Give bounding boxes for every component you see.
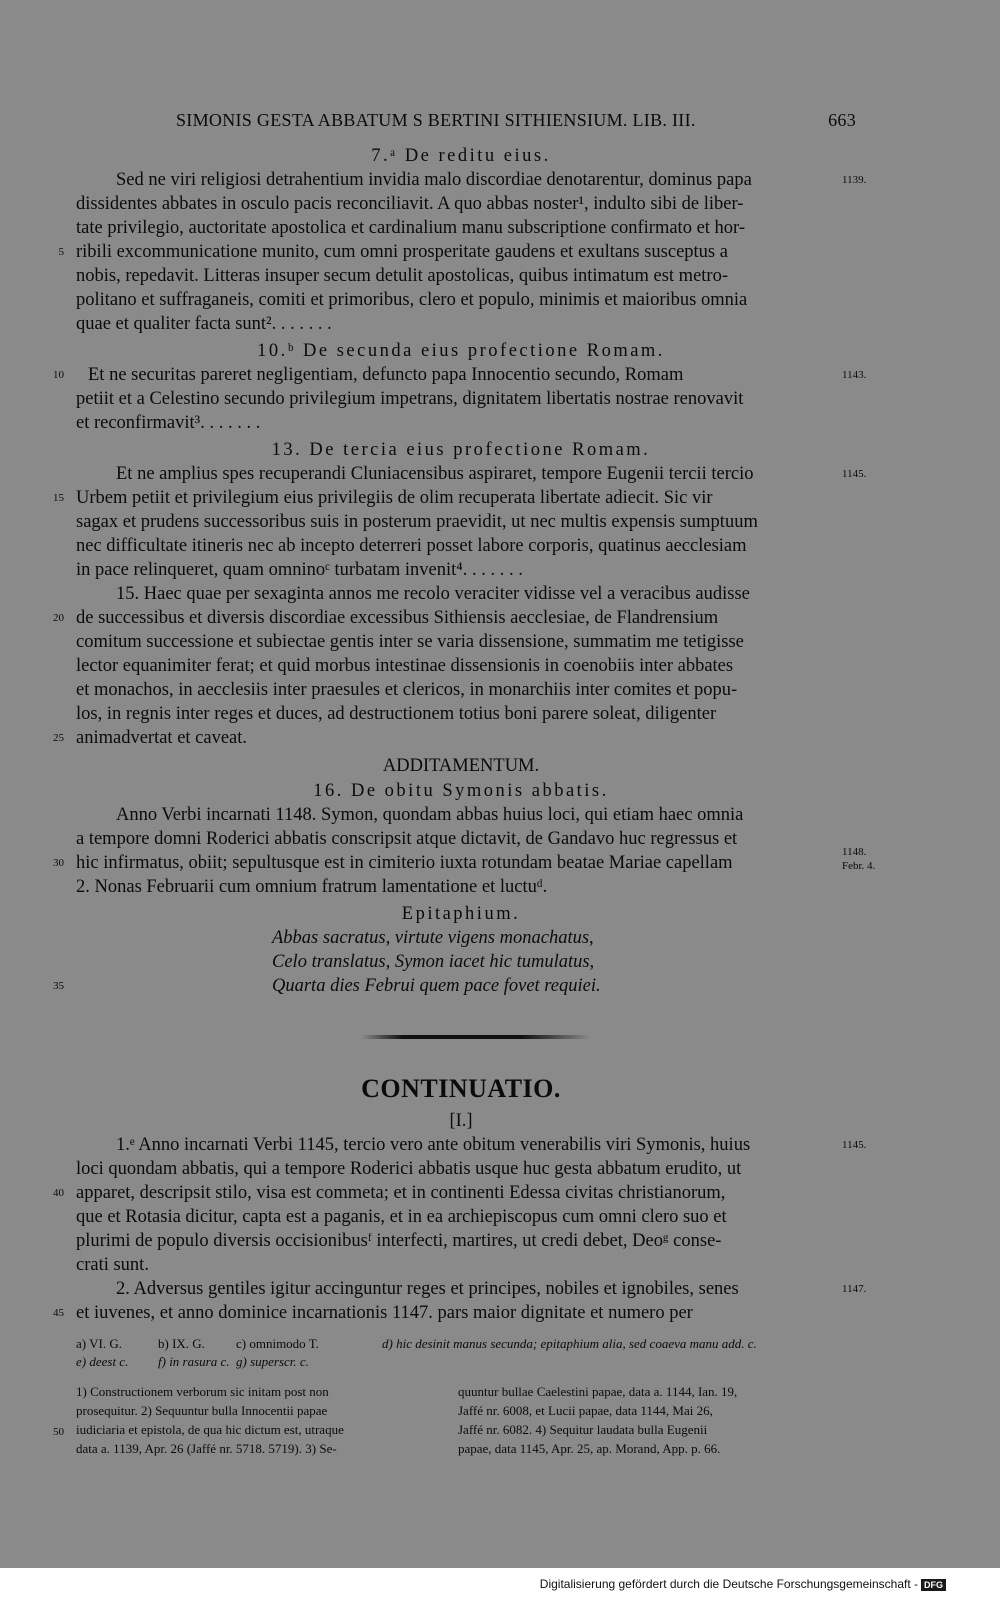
footnote-line: quuntur bullae Caelestini papae, data a. 1144, Ian. 19,	[458, 1384, 738, 1399]
apparatus-note: d) hic desinit manus secunda; epitaphium alia, sed coaeva manu add. c.	[382, 1336, 757, 1351]
footnote-line: iudiciaria et epistola, de qua hic dictum est, utraque	[76, 1422, 344, 1437]
text-line: comitum successione et subiectae gentis inter se varia dissensione, summatim me tetigisse	[76, 632, 744, 652]
line-number: 40	[53, 1187, 64, 1199]
section-heading: 10.ᵇ De secunda eius profectione Romam.	[257, 341, 665, 361]
text-line: los, in regnis inter reges et duces, ad destructionem totius boni parere soleat, diligenter	[76, 704, 717, 724]
text-line: et iuvenes, et anno dominice incarnationis 1147. pars maior dignitate et numero per	[76, 1303, 693, 1323]
margin-year: 1145.	[842, 1139, 867, 1151]
apparatus-note: e) deest c.	[76, 1354, 129, 1369]
apparatus-note: c) omnimodo T.	[236, 1336, 319, 1351]
text-line: et monachos, in aecclesiis inter praesules et clericos, in monarchiis inter comites et popu-	[76, 680, 738, 700]
text-line: 1.ᵉ Anno incarnati Verbi 1145, tercio vero ante obitum venerabilis viri Symonis, huius	[116, 1135, 751, 1155]
text-line: petiit et a Celestino secundo privilegium impetrans, dignitatem libertatis nostrae renovavit	[76, 389, 744, 409]
continuatio-subtitle: [I.]	[449, 1111, 473, 1131]
text-line: ribili excommunicatione munito, cum omni prosperitate gaudens et exultans susceptus a	[76, 242, 728, 262]
running-title: SIMONIS GESTA ABBATUM S BERTINI SITHIENSIUM. LIB. III.	[176, 110, 696, 130]
text-line: loci quondam abbatis, qui a tempore Roderici abbatis usque huc gesta abbatum erudito, ut	[76, 1159, 742, 1179]
line-number: 5	[58, 246, 64, 258]
footnote-line: prosequitur. 2) Sequuntur bulla Innocentii papae	[76, 1403, 328, 1418]
epitaph-line: Abbas sacratus, virtute vigens monachatus,	[272, 928, 594, 948]
line-number: 35	[53, 980, 64, 992]
footnote-line: papae, data 1145, Apr. 25, ap. Morand, App. p. 66.	[458, 1441, 721, 1456]
text-line: et reconfirmavit³. . . . . . .	[76, 413, 261, 433]
apparatus-note: b) IX. G.	[158, 1336, 205, 1351]
section-heading: 7.ᵃ De reditu eius.	[371, 146, 551, 166]
footer-text: Digitalisierung gefördert durch die Deutsche Forschungsgemeinschaft -	[539, 1577, 918, 1591]
line-number: 25	[53, 732, 64, 744]
text-line: nec difficultate itineris nec ab incepto deterreri posset labore corporis, quatinus aecclesiam	[76, 536, 747, 556]
text-line: nobis, repedavit. Litteras insuper secum detulit apostolicas, quibus intimatum est metro-	[76, 266, 728, 286]
text-line: Et ne securitas pareret negligentiam, defuncto papa Innocentio secundo, Romam	[88, 365, 684, 385]
text-line: Sed ne viri religiosi detrahentium invidia malo discordiae denotarentur, dominus papa	[116, 170, 752, 190]
text-line: hic infirmatus, obiit; sepultusque est in cimiterio iuxta rotundam beatae Mariae capellam	[76, 853, 733, 873]
apparatus-note: a) VI. G.	[76, 1336, 122, 1351]
text-line: Urbem petiit et privilegium eius privilegiis de olim recuperata libertate adiecit. Sic vir	[76, 488, 713, 508]
text-line: politano et suffraganeis, comiti et primoribus, clero et populo, minimis et maioribus omnia	[76, 290, 748, 310]
text-line: plurimi de populo diversis occisionibusᶠ interfecti, martires, ut credi debet, Deoᵍ conse-	[76, 1231, 722, 1251]
footnote-line: 1) Constructionem verborum sic initam post non	[76, 1384, 329, 1399]
text-line: apparet, descripsit stilo, visa est commeta; et in continenti Edessa civitas christianorum,	[76, 1183, 726, 1203]
text-line: Anno Verbi incarnati 1148. Symon, quondam abbas huius loci, qui etiam haec omnia	[116, 805, 744, 825]
text-line: que et Rotasia dicitur, capta est a paganis, et in ea archiepiscopus cum omni clero suo et	[76, 1207, 727, 1227]
dfg-logo: DFG	[921, 1579, 946, 1591]
apparatus-note: g) superscr. c.	[236, 1354, 309, 1369]
text-line: dissidentes abbates in osculo pacis reconciliavit. A quo abbas noster¹, indulto sibi de liber-	[76, 194, 744, 214]
line-number: 30	[53, 857, 64, 869]
text-line: sagax et prudens successoribus suis in posterum praevidit, ut nec multis expensis sumptuum	[76, 512, 758, 532]
section-heading: 16. De obitu Symonis abbatis.	[313, 781, 609, 801]
line-number: 50	[53, 1426, 64, 1438]
epitaph-title: Epitaphium.	[401, 904, 521, 924]
line-number: 10	[53, 369, 64, 381]
text-line: lector equanimiter ferat; et quid morbus intestinae dissensionis in coenobiis inter abbates	[76, 656, 734, 676]
text-line: Et ne amplius spes recuperandi Cluniacensibus aspiraret, tempore Eugenii tercii tercio	[116, 464, 754, 484]
additamentum-title: ADDITAMENTUM.	[382, 756, 540, 776]
footnote-line: Jaffé nr. 6082. 4) Sequitur laudata bulla Eugenii	[458, 1422, 708, 1437]
page-number: 663	[828, 110, 856, 130]
margin-year: 1139.	[842, 174, 867, 186]
digitization-footer	[540, 1577, 946, 1591]
margin-year: 1148.	[842, 846, 867, 858]
section-heading: 13. De tercia eius profectione Romam.	[271, 440, 651, 460]
text-line: 2. Adversus gentiles igitur accinguntur reges et principes, nobiles et ignobiles, senes	[116, 1279, 739, 1299]
text-line: 2. Nonas Februarii cum omnium fratrum lamentatione et luctuᵈ.	[76, 877, 548, 897]
epitaph-line: Quarta dies Februi quem pace fovet requiei.	[272, 976, 601, 996]
margin-year: 1147.	[842, 1283, 867, 1295]
text-line: de successibus et diversis discordiae excessibus Sithiensis aecclesiae, de Flandrensium	[76, 608, 719, 628]
text-line: animadvertat et caveat.	[76, 728, 248, 748]
section-divider-rule	[361, 1035, 591, 1039]
line-number: 20	[53, 612, 64, 624]
epitaph-line: Celo translatus, Symon iacet hic tumulatus,	[272, 952, 595, 972]
margin-year: 1145.	[842, 468, 867, 480]
text-line: a tempore domni Roderici abbatis conscripsit atque dictavit, de Gandavo huc regressus et	[76, 829, 738, 849]
apparatus-note: f) in rasura c.	[158, 1354, 230, 1369]
footnote-line: Jaffé nr. 6008, et Lucii papae, data 1144, Mai 26,	[458, 1403, 713, 1418]
margin-year: 1143.	[842, 369, 867, 381]
continuatio-title: CONTINUATIO.	[361, 1074, 561, 1103]
text-line: crati sunt.	[76, 1255, 149, 1275]
running-header	[66, 110, 856, 134]
margin-date: Febr. 4.	[842, 860, 876, 872]
text-line: 15. Haec quae per sexaginta annos me recolo veraciter vidisse vel a veracibus audisse	[116, 584, 750, 604]
line-number: 45	[53, 1307, 64, 1319]
line-number: 15	[53, 492, 64, 504]
text-line: in pace relinqueret, quam omninoᶜ turbatam invenit⁴. . . . . . .	[76, 560, 523, 580]
text-line: tate privilegio, auctoritate apostolica et cardinalium manu subscriptione confirmato et hor-	[76, 218, 745, 238]
footnote-line: data a. 1139, Apr. 26 (Jaffé nr. 5718. 5719). 3) Se-	[76, 1441, 337, 1456]
text-line: quae et qualiter facta sunt². . . . . . .	[76, 314, 332, 334]
